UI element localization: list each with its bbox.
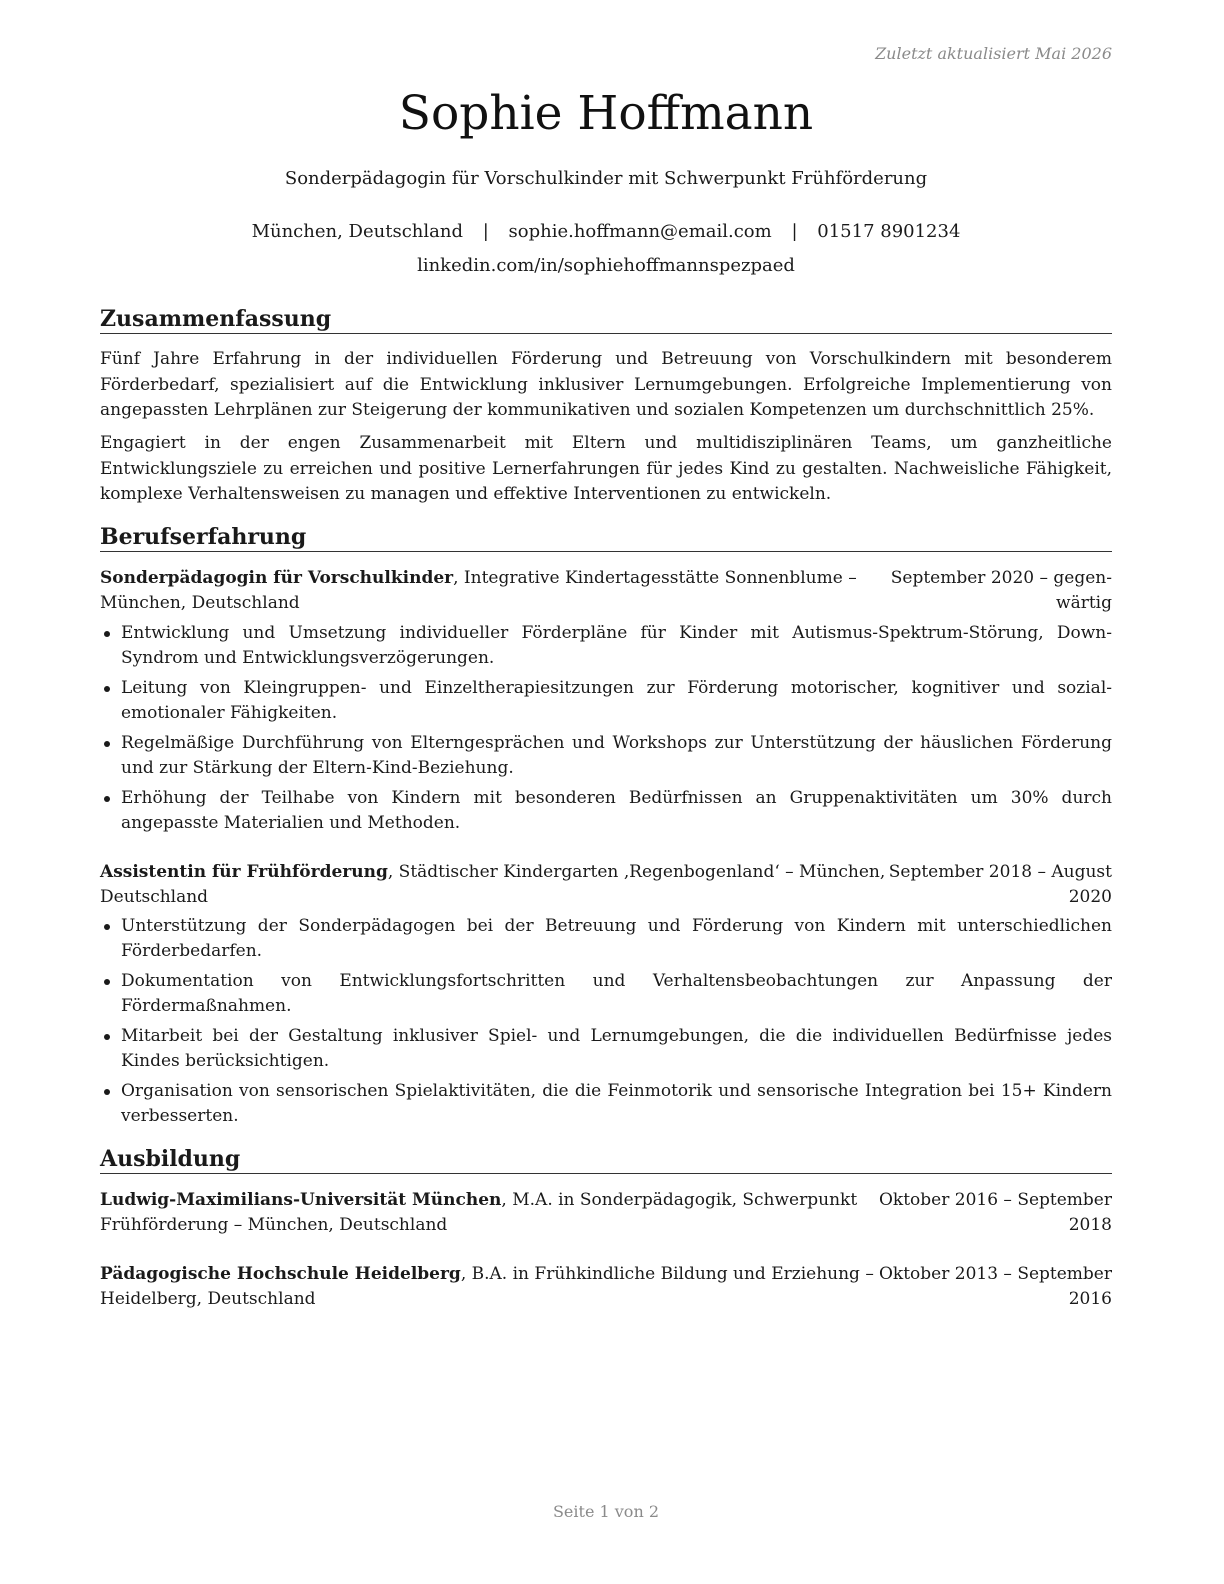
list-item: Unterstützung der Sonderpädagogen bei der Betreuung und Förderung von Kindern mit unterschiedlichen Förderbedarfen.: [100, 914, 1112, 964]
job-header-line-2: [100, 591, 1112, 616]
list-item: Organisation von sensorischen Spielaktivitäten, die die Feinmotorik und sensorische Integration bei 15+ Kindern verbesserten.: [100, 1079, 1112, 1129]
job-dates: September 2018 – August: [888, 862, 1112, 882]
job-location: München, Deutschland: [100, 593, 300, 613]
candidate-name: Sophie Hoffmann: [398, 86, 814, 141]
job-header-line-2: [100, 885, 1112, 910]
job-title: Assistentin für Frühförderung: [100, 862, 388, 882]
section-heading-experience: Berufserfahrung: [100, 523, 1112, 552]
job-bullet-list: [100, 914, 1112, 1134]
contact-linkedin[interactable]: linkedin.com/in/sophiehoffmannspezpaed: [417, 255, 795, 276]
education-header-line-1: [100, 1262, 1112, 1287]
job-location: Deutschland: [100, 887, 209, 907]
education-school: Pädagogische Hochschule Heidelberg: [100, 1264, 461, 1284]
list-item: Entwicklung und Umsetzung individueller Förderpläne für Kinder mit Autismus-Spektrum-Störung, Down-Syndrom und Entwicklungsverzögerungen.: [100, 621, 1112, 671]
list-item: Mitarbeit bei der Gestaltung inklusiver Spiel- und Lernumgebungen, die die individuellen Bedürfnisse jedes Kindes berücksichtigen.: [100, 1024, 1112, 1074]
list-item: Erhöhung der Teilhabe von Kindern mit besonderen Bedürfnissen an Gruppenaktivitäten um 30% durch angepasste Materialien und Methoden.: [100, 786, 1112, 836]
job-organization: , Städtischer Kindergarten ‚Regenbogenland‘ – München,: [387, 862, 886, 882]
job-dates: September 2020 – gegen-: [890, 568, 1112, 588]
education-header-line-2: [100, 1213, 1112, 1238]
contact-location: München, Deutschland: [251, 221, 463, 242]
contact-email[interactable]: sophie.hoffmann@email.com: [508, 221, 772, 242]
list-item: Dokumentation von Entwicklungsfortschritten und Verhaltensbeobachtungen zur Anpassung der Fördermaßnahmen.: [100, 969, 1112, 1019]
job-organization: , Integrative Kindertagesstätte Sonnenblume –: [453, 568, 857, 588]
summary-paragraph-1: Fünf Jahre Erfahrung in der individuellen Förderung und Betreuung von Vorschulkindern mit besonderem Förderbedarf, spezialisiert auf die Entwicklung inklusiver Lernumgebungen. Erfolgreiche Implementierung von angepassten Lehrplänen zur Steigerung der kommunikativen und sozialen Kompetenzen um durchschnittlich 25%.: [100, 349, 1112, 420]
education-dates-continued: 2018: [1068, 1215, 1112, 1235]
education-detail: Heidelberg, Deutschland: [100, 1289, 316, 1309]
contact-line: [100, 220, 1112, 244]
list-item: Leitung von Kleingruppen- und Einzeltherapiesitzungen zur Förderung motorischer, kognitiver und sozial-emotionaler Fähigkeiten.: [100, 676, 1112, 726]
education-school: Ludwig-Maximilians-Universität München: [100, 1190, 502, 1210]
section-heading-education: Ausbildung: [100, 1145, 1112, 1174]
resume-page: [100, 0, 1112, 1584]
section-heading-summary: Zusammenfassung: [100, 305, 1112, 334]
job-header-line-1: [100, 566, 1112, 591]
summary-paragraph-2: Engagiert in der engen Zusammenarbeit mit Eltern und multidisziplinären Teams, um ganzheitliche Entwicklungsziele zu erreichen und positive Lernerfahrungen für jedes Kind zu gestalten. Nachweisliche Fähigkeit, komplexe Verhaltensweisen zu managen und effektive Interventionen zu entwickeln.: [100, 433, 1112, 504]
education-detail: Frühförderung – München, Deutschland: [100, 1215, 448, 1235]
last-updated: Zuletzt aktualisiert Mai 2026: [875, 44, 1112, 63]
job-title: Sonderpädagogin für Vorschulkinder: [100, 568, 454, 588]
contact-separator: |: [482, 221, 489, 242]
education-degree: , M.A. in Sonderpädagogik, Schwerpunkt: [501, 1190, 858, 1210]
contact-separator: |: [791, 221, 798, 242]
contact-linkedin-line: [100, 254, 1112, 278]
candidate-subtitle: Sonderpädagogin für Vorschulkinder mit Schwerpunkt Frühförderung: [284, 168, 928, 189]
education-degree: , B.A. in Frühkindliche Bildung und Erziehung –: [460, 1264, 874, 1284]
job-header-line-1: [100, 860, 1112, 885]
contact-phone: 01517 8901234: [817, 221, 961, 242]
job-bullet-list: [100, 621, 1112, 841]
education-dates-continued: 2016: [1068, 1289, 1112, 1309]
page-number: Seite 1 von 2: [552, 1502, 660, 1521]
education-header-line-1: [100, 1188, 1112, 1213]
education-header-line-2: [100, 1287, 1112, 1312]
education-dates: Oktober 2013 – September: [878, 1264, 1112, 1284]
job-dates-continued: 2020: [1068, 887, 1112, 907]
job-dates-continued: wärtig: [1056, 593, 1112, 613]
education-dates: Oktober 2016 – September: [878, 1190, 1112, 1210]
list-item: Regelmäßige Durchführung von Elterngesprächen und Workshops zur Unterstützung der häuslichen Förderung und zur Stärkung der Eltern-Kind-Beziehung.: [100, 731, 1112, 781]
